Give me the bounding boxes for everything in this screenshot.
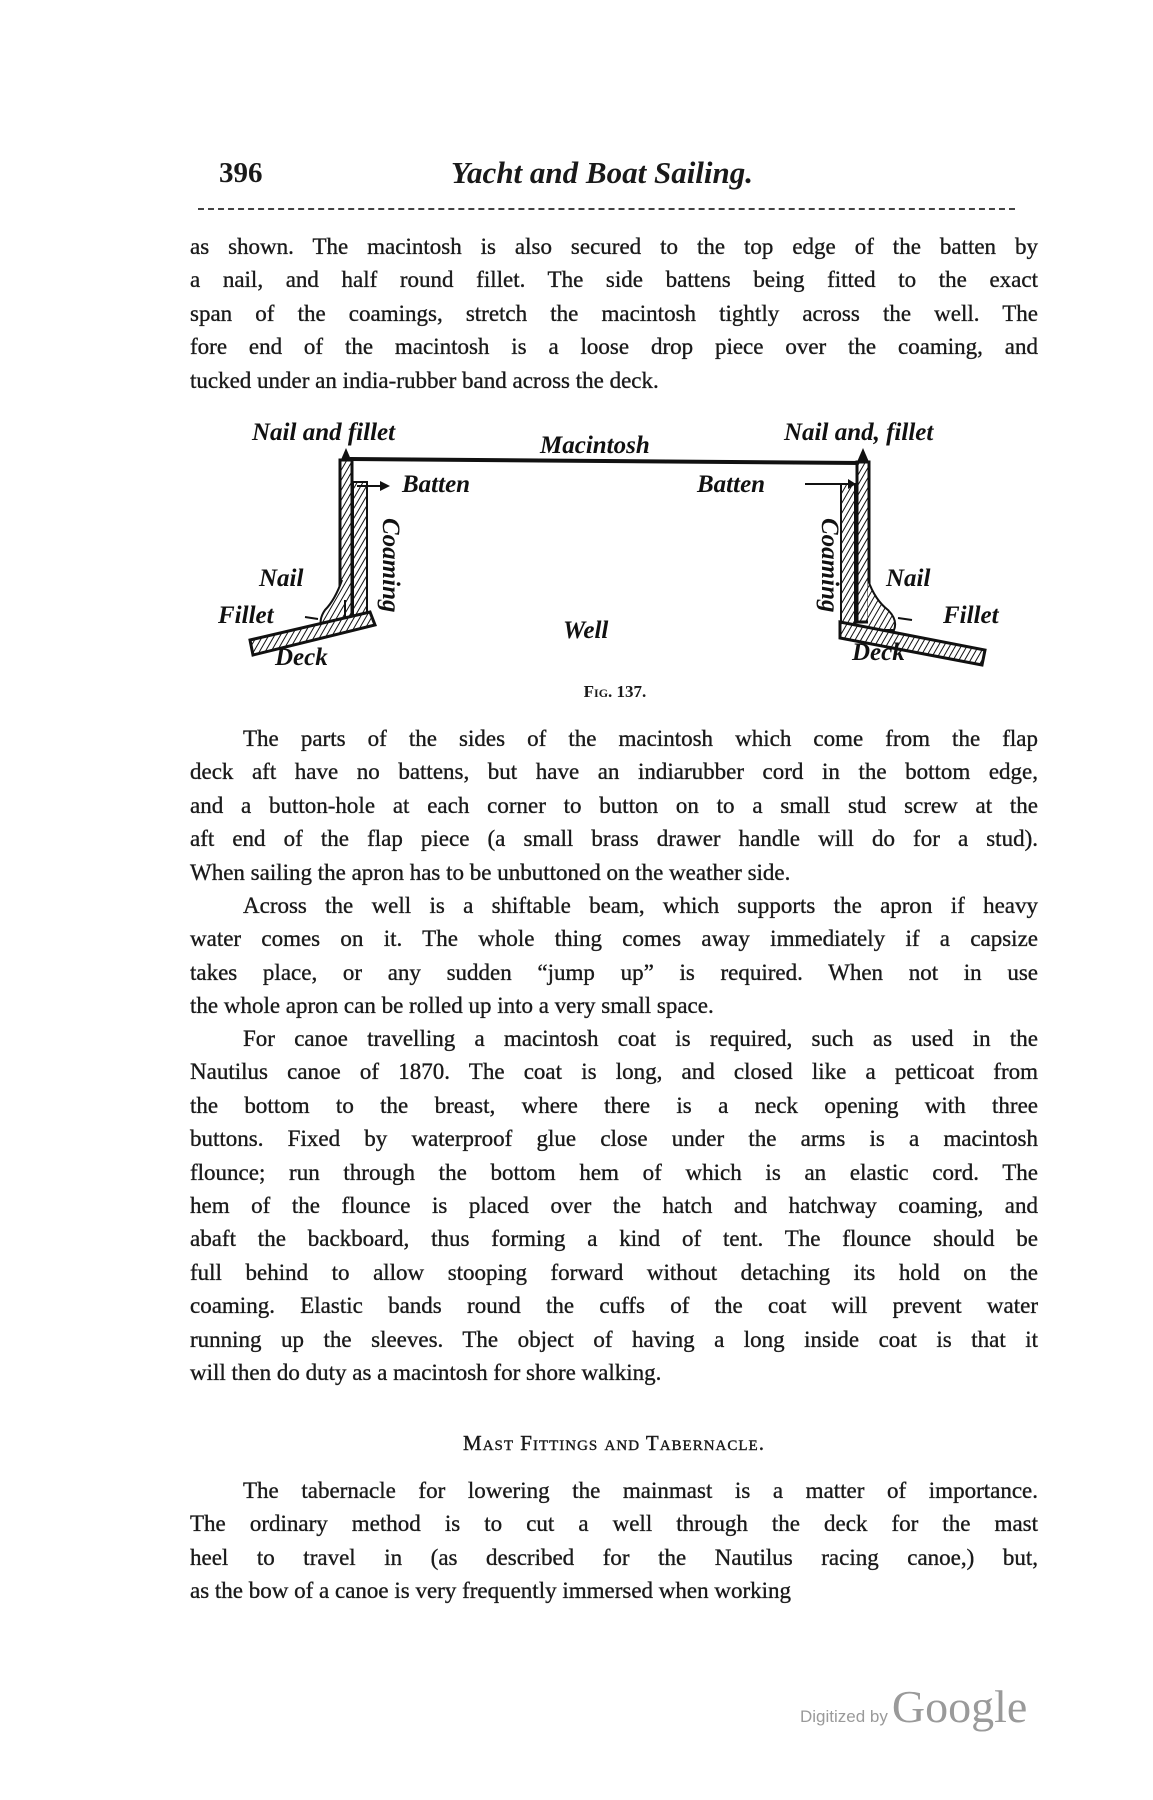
label-nail-left: Nail bbox=[259, 565, 304, 592]
text-line: as the bow of a canoe is very frequently immersed when working bbox=[190, 1578, 792, 1604]
text-line: abaft the backboard, thus forming a kind of tent. The flounce should be bbox=[190, 1226, 1038, 1252]
text-line: flounce; run through the bottom hem of which is an elastic cord. The bbox=[190, 1159, 1038, 1185]
text-line: takes place, or any sudden “jump up” is required. When not in use bbox=[190, 959, 1038, 985]
macintosh-line bbox=[350, 459, 862, 463]
text-line: will then do duty as a macintosh for shore walking. bbox=[190, 1360, 662, 1385]
text-line: The tabernacle for lowering the mainmast is a matter of importance. bbox=[243, 1478, 1038, 1503]
text-line: tucked under an india-rubber band across the deck. bbox=[190, 367, 659, 393]
label-coaming-left: Coaming bbox=[377, 518, 404, 613]
figure-caption: Fig. 137. bbox=[583, 682, 647, 701]
text-line: the bottom to the breast, where there is a neck opening with three bbox=[190, 1092, 1038, 1118]
text-line: as shown. The macintosh is also secured to the top edge of the batten by bbox=[190, 234, 1038, 259]
text-line: buttons. Fixed by waterproof glue close under the arms is a macintosh bbox=[190, 1126, 1038, 1152]
label-nail-and-fillet-left: Nail and fillet bbox=[252, 419, 396, 446]
text-line: the whole apron can be rolled up into a very small space. bbox=[190, 993, 714, 1019]
text-line: When sailing the apron has to be unbuttoned on the weather side. bbox=[190, 859, 791, 885]
text-line: fore end of the macintosh is a loose drop piece over the coaming, and bbox=[190, 334, 1038, 360]
label-nail-right: Nail bbox=[886, 565, 931, 592]
label-well: Well bbox=[563, 617, 609, 644]
text-line: and a button-hole at each corner to button on to a small stud screw at the bbox=[190, 792, 1038, 818]
text-line: full behind to allow stooping forward without detaching its hold on the bbox=[190, 1259, 1038, 1285]
label-nail-and-fillet-right: Nail and, fillet bbox=[784, 419, 934, 446]
watermark-brand: Google bbox=[891, 1681, 1028, 1732]
label-macintosh: Macintosh bbox=[540, 432, 650, 459]
label-coaming-right: Coaming bbox=[816, 518, 843, 613]
text-line: The ordinary method is to cut a well through the deck for the mast bbox=[190, 1511, 1038, 1537]
watermark-prefix: Digitized by bbox=[800, 1707, 888, 1726]
label-batten-left: Batten bbox=[402, 471, 471, 498]
label-fillet-left: Fillet bbox=[218, 602, 274, 629]
text-line: coaming. Elastic bands round the cuffs of the coat will prevent water bbox=[190, 1293, 1038, 1319]
label-deck-right: Deck bbox=[852, 639, 905, 666]
text-line: a nail, and half round fillet. The side battens being fitted to the exact bbox=[190, 267, 1038, 293]
text-line: deck aft have no battens, but have an indiarubber cord in the bottom edge, bbox=[190, 759, 1038, 785]
text-line: hem of the flounce is placed over the hatch and hatchway coaming, and bbox=[190, 1193, 1038, 1218]
text-line: For canoe travelling a macintosh coat is required, such as used in the bbox=[243, 1026, 1038, 1051]
text-line: The parts of the sides of the macintosh which come from the flap bbox=[243, 726, 1038, 751]
text-line: aft end of the flap piece (a small brass drawer handle will do for a stud). bbox=[190, 826, 1038, 852]
page-number: 396 bbox=[219, 157, 263, 189]
section-heading: Mast Fittings and Tabernacle. bbox=[463, 1431, 765, 1455]
text-line: Across the well is a shiftable beam, which supports the apron if heavy bbox=[243, 893, 1038, 918]
text-line: span of the coamings, stretch the macintosh tightly across the well. The bbox=[190, 300, 1038, 326]
figure-137-diagram bbox=[0, 0, 1153, 720]
digitized-by-google-watermark bbox=[800, 1680, 1027, 1733]
running-title: Yacht and Boat Sailing. bbox=[450, 155, 754, 190]
text-line: Nautilus canoe of 1870. The coat is long, and closed like a petticoat from bbox=[190, 1059, 1038, 1085]
label-batten-right: Batten bbox=[697, 471, 766, 498]
text-line: heel to travel in (as described for the Nautilus racing canoe,) but, bbox=[190, 1544, 1038, 1570]
text-line: water comes on it. The whole thing comes away immediately if a capsize bbox=[190, 926, 1038, 952]
text-line: running up the sleeves. The object of having a long inside coat is that it bbox=[190, 1326, 1038, 1352]
label-fillet-right: Fillet bbox=[943, 602, 999, 629]
label-deck-left: Deck bbox=[275, 644, 328, 671]
